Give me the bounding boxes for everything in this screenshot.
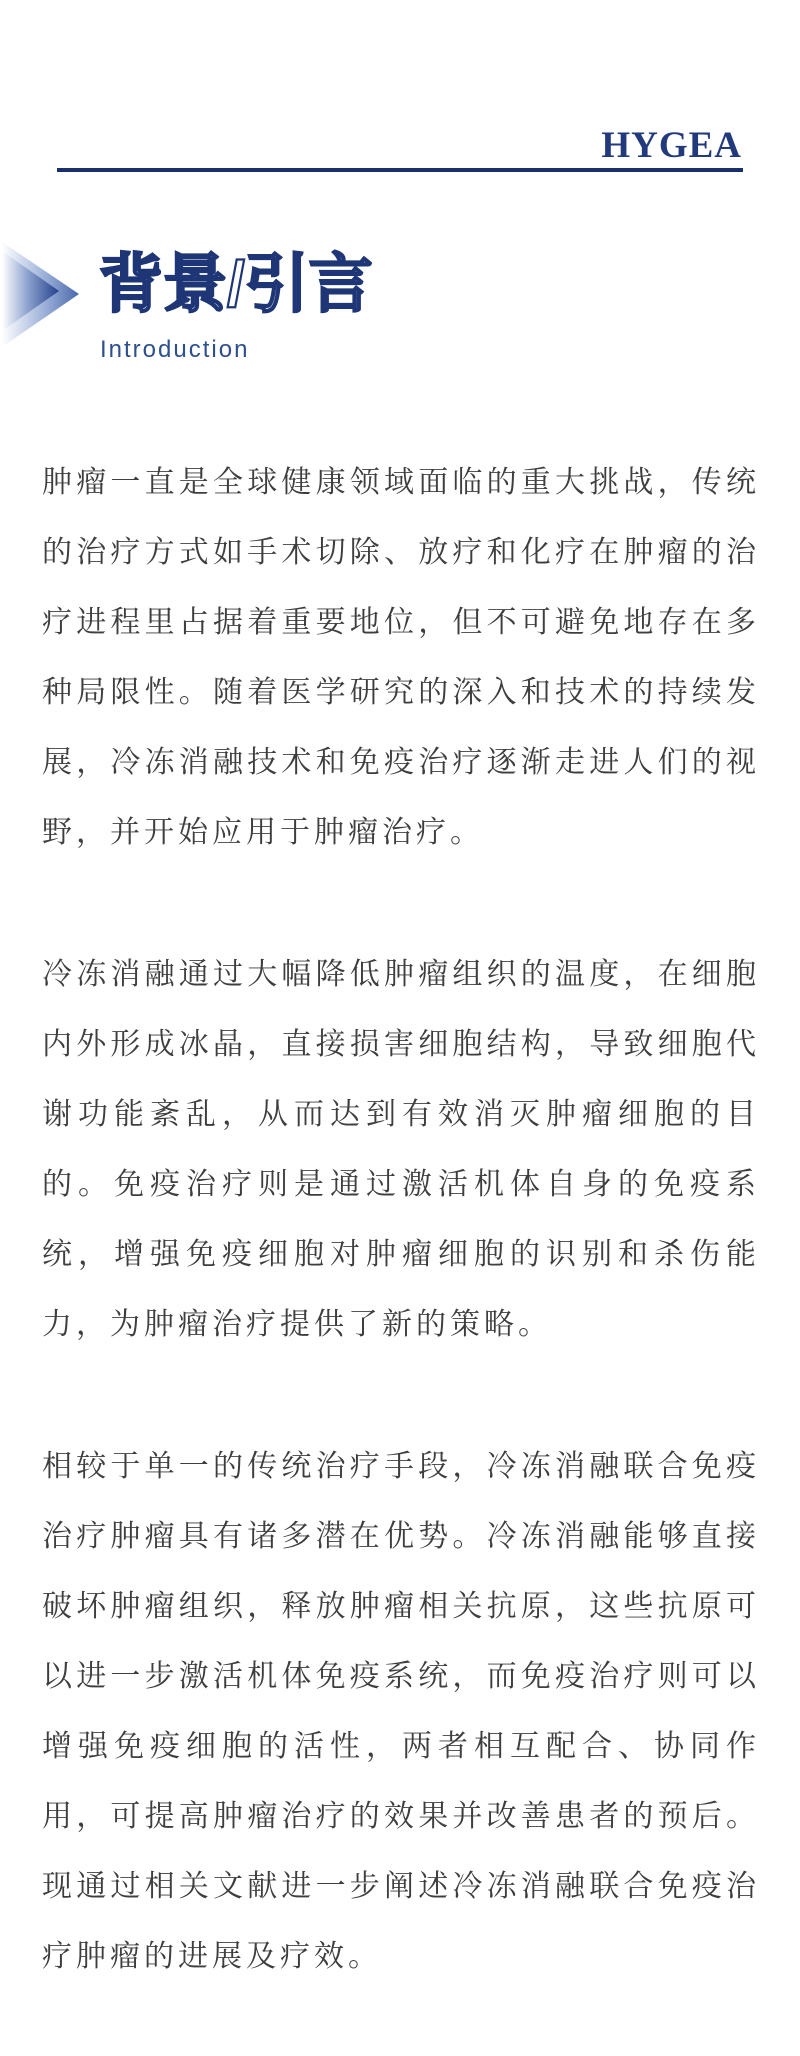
paragraph-3: 相较于单一的传统治疗手段，冷冻消融联合免疫治疗肿瘤具有诸多潜在优势。冷冻消融能够直接破坏肿瘤组织，释放肿瘤相关抗原，这些抗原可以进一步激活机体免疫系统，而免疫治疗则可以增强免疫细胞的活性，两者相互配合、协同作用，可提高肿瘤治疗的效果并改善患者的预后。现通过相关文献进一步阐述冷冻消融联合免疫治疗肿瘤的进展及疗效。	[42, 1450, 760, 1973]
brand-logo: HYGEA	[601, 125, 742, 166]
section-title: 背景/引言	[99, 248, 373, 320]
section-subtitle: Introduction	[100, 336, 250, 363]
header-divider	[57, 168, 743, 172]
paragraph-2: 冷冻消融通过大幅降低肿瘤组织的温度，在细胞内外形成冰晶，直接损害细胞结构，导致细胞代谢功能紊乱，从而达到有效消灭肿瘤细胞的目的。免疫治疗则是通过激活机体自身的免疫系统，增强免疫细胞对肿瘤细胞的识别和杀伤能力，为肿瘤治疗提供了新的策略。	[42, 958, 760, 1341]
chevron-right-arrow-icon	[0, 240, 80, 350]
article-body	[42, 448, 760, 1992]
paragraph-1: 肿瘤一直是全球健康领域面临的重大挑战，传统的治疗方式如手术切除、放疗和化疗在肿瘤的治疗进程里占据着重要地位，但不可避免地存在多种局限性。随着医学研究的深入和技术的持续发展，冷冻消融技术和免疫治疗逐渐走进人们的视野，并开始应用于肿瘤治疗。	[42, 466, 760, 849]
